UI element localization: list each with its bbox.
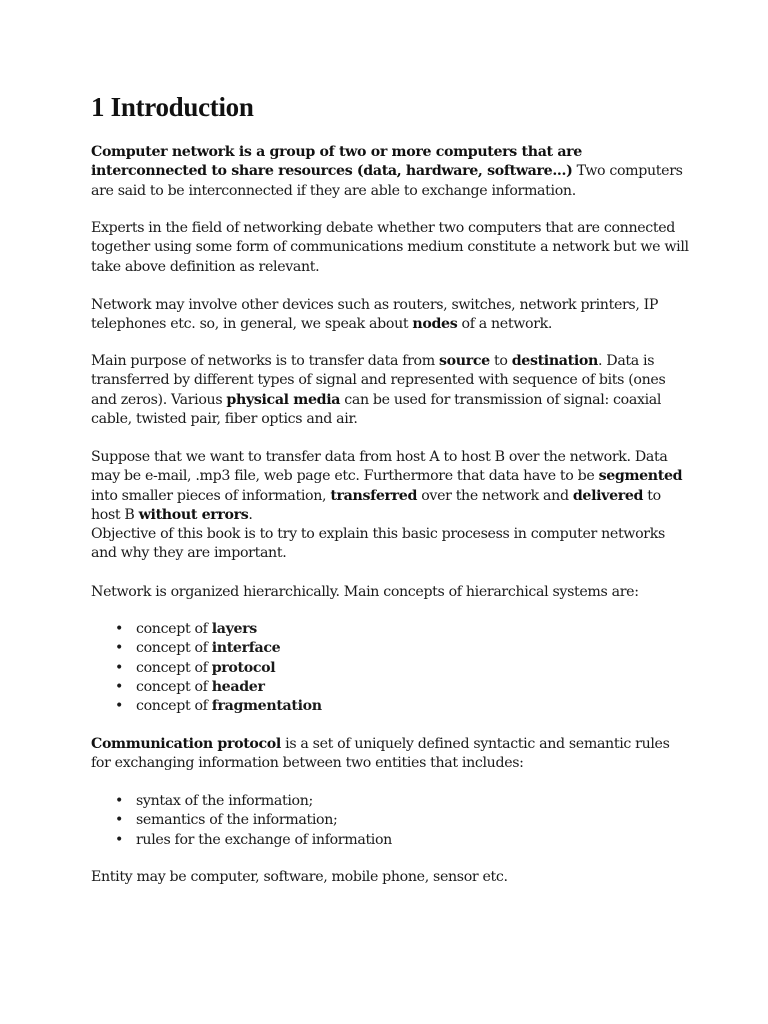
concept-prefix: concept of	[136, 698, 212, 715]
definition-bold: Computer network is a group of two or more computers that are interconnected to share resources (data, hardware, software...)	[91, 144, 582, 180]
concept-prefix: concept of	[136, 640, 212, 657]
transfer-text: Suppose that we want to transfer data from host A to host B over the network. Data may be e-mail, .mp3 file, web page etc. Furthermore that data have to be	[91, 449, 668, 485]
paragraph-transfer	[91, 448, 691, 564]
purpose-text: Main purpose of networks is to transfer data from	[91, 353, 440, 369]
paragraph-purpose	[91, 352, 691, 429]
list-item	[91, 620, 322, 639]
purpose-text-signal: . Data is transferred by different types of signal and represented with sequence of bits (ones and zeros). Various	[91, 353, 666, 408]
list-item	[91, 697, 322, 716]
paragraph-definition	[91, 143, 691, 201]
list-item	[91, 639, 322, 658]
list-item: • syntax of the information;	[91, 792, 392, 811]
list-item: • semantics of the information;	[91, 811, 392, 830]
destination-term: destination	[511, 353, 598, 369]
concepts-list	[91, 620, 322, 716]
rules-list	[91, 792, 392, 850]
paragraph-protocol	[91, 735, 691, 774]
definition-text: Two computers are said to be interconnected if they are able to exchange information.	[91, 163, 683, 199]
without-errors-term: without errors	[138, 506, 249, 523]
list-item	[91, 678, 322, 697]
paragraph-experts: Experts in the field of networking debate whether two computers that are connected together using some form of communications medium constitute a network but we will take above definition as relevant.	[91, 220, 689, 275]
communication-protocol-term: Communication protocol	[91, 736, 281, 752]
source-term: source	[439, 353, 490, 369]
nodes-term: nodes	[412, 316, 458, 333]
list-item: • rules for the exchange of information	[91, 831, 392, 850]
segmented-term: segmented	[598, 468, 683, 485]
concept-term: header	[211, 678, 265, 695]
concept-term: layers	[211, 621, 257, 637]
transfer-text-3: over the network and	[417, 487, 573, 504]
transferred-term: transferred	[330, 487, 418, 504]
transfer-text-5: .	[248, 506, 253, 523]
concept-term: interface	[211, 640, 281, 657]
protocol-text: is a set of uniquely defined syntactic and semantic rules for exchanging information between two entities that includes:	[91, 736, 670, 772]
concept-prefix: concept of	[136, 621, 212, 637]
paragraph-entity: Entity may be computer, software, mobile phone, sensor etc.	[91, 869, 508, 885]
purpose-text-end: can be used for transmission of signal: coaxial cable, twisted pair, fiber optics and air.	[91, 391, 662, 427]
purpose-text-to: to	[489, 353, 512, 369]
transfer-text-4: to host B	[91, 487, 661, 523]
paragraph-hierarchy: Network is organized hierarchically. Main concepts of hierarchical systems are:	[91, 584, 639, 600]
page-title: 1 Introduction	[91, 92, 254, 122]
concept-term: fragmentation	[211, 698, 322, 715]
concept-term: protocol	[211, 659, 276, 676]
physical-media-term: physical media	[226, 391, 341, 408]
objective-text: Objective of this book is to try to explain this basic procesess in computer networks and why they are important.	[91, 526, 665, 562]
concept-prefix: concept of	[136, 678, 212, 695]
list-item	[91, 659, 322, 678]
transfer-text-2: into smaller pieces of information,	[91, 487, 331, 504]
paragraph-devices	[91, 296, 691, 335]
delivered-term: delivered	[572, 487, 644, 504]
devices-text-end: of a network.	[457, 316, 553, 333]
concept-prefix: concept of	[136, 659, 212, 676]
devices-text: Network may involve other devices such as routers, switches, network printers, IP telephones etc. so, in general, we speak about	[91, 297, 659, 333]
